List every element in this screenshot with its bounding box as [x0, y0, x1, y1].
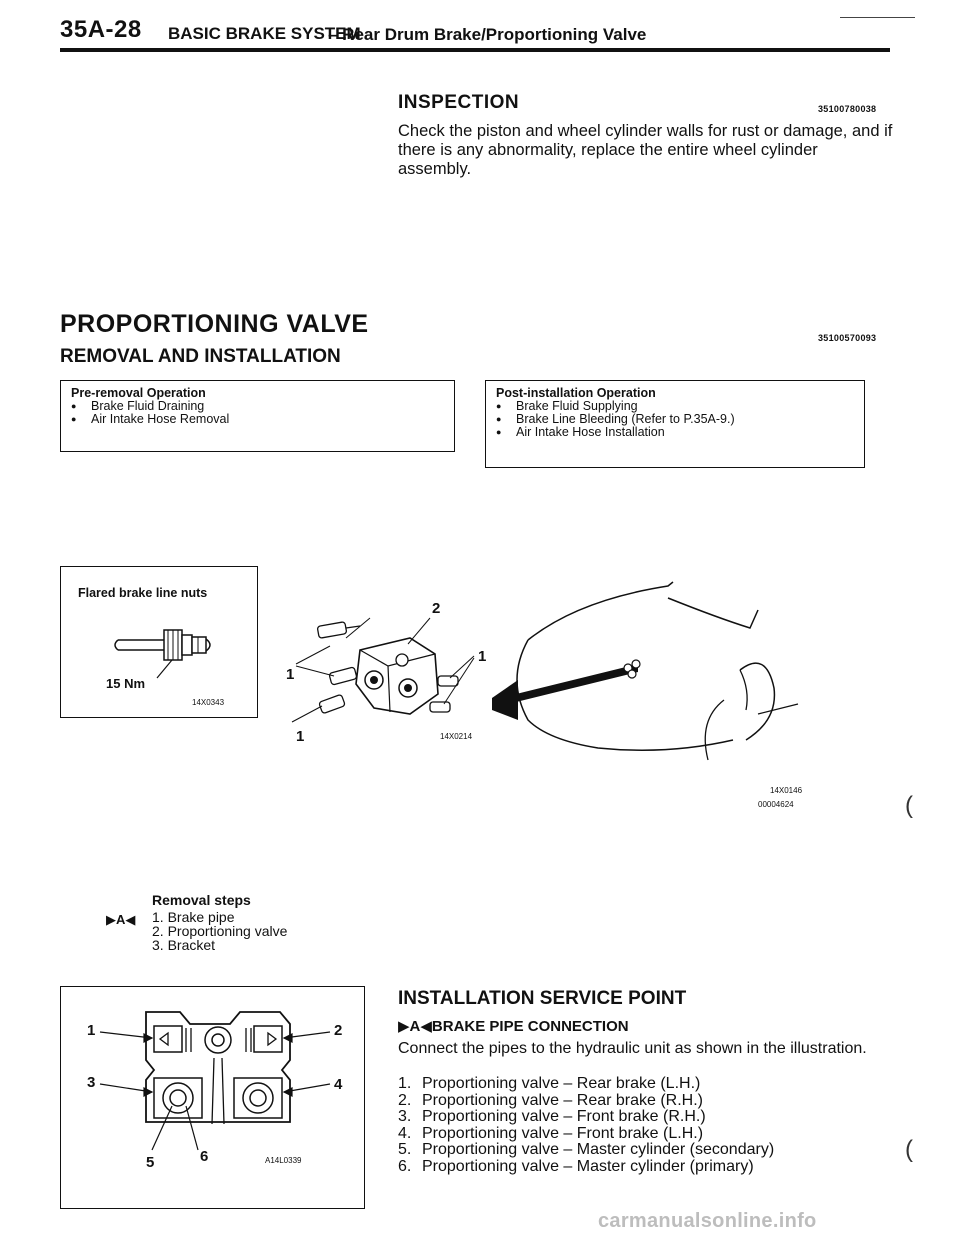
proportioning-valve-heading: PROPORTIONING VALVE	[60, 310, 369, 338]
list-item: 4. Proportioning valve – Front brake (L.H.)	[398, 1124, 704, 1142]
list-item: 2. Proportioning valve – Rear brake (R.H.)	[398, 1091, 704, 1109]
installation-text: Connect the pipes to the hydraulic unit as shown in the illustration.	[398, 1040, 867, 1057]
list-item: 5. Proportioning valve – Master cylinder (secondary)	[398, 1141, 775, 1158]
figure-code: 14X0146	[770, 786, 803, 795]
top-corner-rule	[840, 17, 915, 18]
port-callout-4: 4	[334, 1076, 343, 1093]
post-installation-box	[485, 380, 865, 468]
list-item: 1. Proportioning valve – Rear brake (L.H.)	[398, 1075, 701, 1092]
flare-nut-illustration	[112, 618, 222, 678]
header-rule	[60, 48, 890, 52]
port-callout-2: 2	[334, 1022, 343, 1039]
pre-removal-box	[60, 380, 455, 452]
callout-1-right: 1	[478, 648, 487, 665]
removal-steps-list	[152, 910, 287, 952]
flare-nut-title: Flared brake line nuts	[78, 586, 208, 600]
subsection-title: – Rear Drum Brake/Proportioning Valve	[328, 25, 647, 44]
list-item: 3. Proportioning valve – Front brake (R.H.)	[398, 1108, 706, 1125]
proportioning-valve-illustration	[290, 610, 480, 730]
figure-code: 00004624	[758, 800, 794, 809]
removal-step: 1. Brake pipe	[152, 909, 235, 925]
vehicle-location-illustration	[488, 580, 808, 780]
port-callout-1: 1	[87, 1022, 96, 1039]
post-installation-item: ● Brake Line Bleeding (Refer to P.35A-9.)	[496, 413, 856, 426]
inspection-heading: INSPECTION	[398, 92, 520, 113]
pre-removal-item: ● Air Intake Hose Removal	[71, 413, 446, 426]
list-item: 6. Proportioning valve – Master cylinder (primary)	[398, 1157, 754, 1175]
pre-removal-title: Pre-removal Operation	[71, 386, 206, 400]
torque-value: 15 Nm	[106, 676, 146, 691]
callout-1-left: 1	[286, 666, 295, 683]
post-installation-title: Post-installation Operation	[496, 386, 656, 400]
post-installation-item: ● Brake Fluid Supplying	[496, 400, 856, 413]
margin-mark: (	[905, 1136, 913, 1163]
pipe-connection-list	[398, 1076, 774, 1175]
proportioning-valve-code: 35100570093	[818, 333, 877, 343]
watermark: carmanualsonline.info	[598, 1210, 817, 1232]
removal-steps-title: Removal steps	[152, 892, 251, 908]
inspection-text: Check the piston and wheel cylinder walls for rust or damage, and if there is any abnormality, replace the entire wheel cylinder assembly.	[398, 122, 893, 178]
figure-code: 14X0214	[440, 732, 473, 741]
removal-installation-heading: REMOVAL AND INSTALLATION	[60, 346, 341, 367]
callout-1-bottom: 1	[296, 728, 305, 745]
removal-step: 2. Proportioning valve	[152, 923, 288, 939]
pre-removal-item: ● Brake Fluid Draining	[71, 400, 446, 413]
inspection-code: 35100780038	[818, 104, 877, 114]
service-point-mark: ▶A◀	[106, 912, 136, 927]
figure-code: 14X0343	[192, 698, 225, 707]
margin-mark: (	[905, 792, 913, 819]
port-callout-5: 5	[146, 1154, 155, 1171]
callout-2: 2	[432, 600, 441, 617]
post-installation-item: ● Air Intake Hose Installation	[496, 426, 856, 439]
port-diagram-illustration	[90, 1000, 343, 1170]
figure-code: A14L0339	[265, 1156, 302, 1165]
page-reference: 35A-28	[60, 16, 142, 43]
port-callout-6: 6	[200, 1148, 209, 1165]
removal-step: 3. Bracket	[152, 937, 216, 953]
port-callout-3: 3	[87, 1074, 96, 1091]
brake-pipe-connection-heading: ▶A◀BRAKE PIPE CONNECTION	[398, 1018, 629, 1035]
section-title: BASIC BRAKE SYSTEM	[168, 24, 361, 43]
installation-service-heading: INSTALLATION SERVICE POINT	[398, 988, 687, 1009]
